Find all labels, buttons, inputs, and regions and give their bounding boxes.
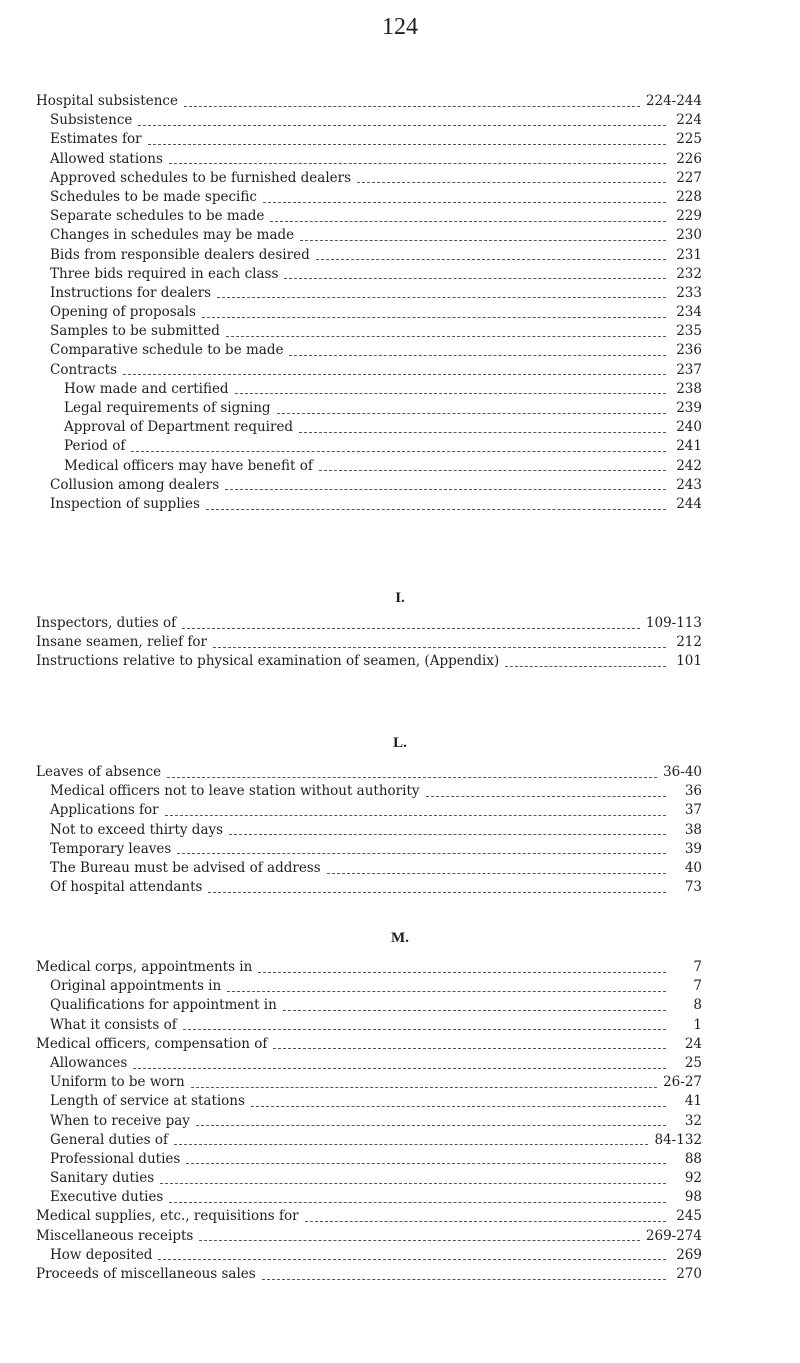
index-entry xyxy=(36,1246,702,1265)
leader-dots xyxy=(208,891,666,893)
index-section xyxy=(36,958,702,1284)
entry-label: Opening of proposals xyxy=(50,304,196,321)
entry-page-ref: 226 xyxy=(676,150,702,167)
index-entry xyxy=(36,1207,702,1226)
leader-dots xyxy=(202,316,666,318)
leader-dots xyxy=(229,833,666,835)
leader-dots xyxy=(273,1047,666,1049)
index-section xyxy=(36,614,702,672)
leader-dots xyxy=(277,412,666,414)
leader-dots xyxy=(131,450,666,452)
entry-page-ref: 269 xyxy=(676,1246,702,1263)
entry-page-ref: 269-274 xyxy=(645,1227,702,1244)
entry-label: Samples to be submitted xyxy=(50,323,220,340)
entry-label: Applications for xyxy=(50,802,159,819)
index-entry xyxy=(36,341,702,360)
leader-dots xyxy=(199,1239,640,1241)
leader-dots xyxy=(357,181,666,183)
index-entry xyxy=(36,457,702,476)
entry-page-ref: 41 xyxy=(684,1093,702,1110)
entry-page-ref: 227 xyxy=(676,169,702,186)
index-entry xyxy=(36,633,702,652)
entry-page-ref: 38 xyxy=(684,821,702,838)
section-letter-heading: M. xyxy=(391,930,409,946)
entry-page-ref: 32 xyxy=(684,1112,702,1129)
entry-label: Schedules to be made specific xyxy=(50,188,257,205)
entry-page-ref: 224-244 xyxy=(645,93,702,109)
leader-dots xyxy=(160,1182,666,1184)
leader-dots xyxy=(225,488,666,490)
index-entry xyxy=(36,840,702,859)
entry-page-ref: 236 xyxy=(676,342,702,359)
entry-label: Medical officers may have benefit of xyxy=(64,457,313,474)
entry-page-ref: 73 xyxy=(684,879,702,896)
index-entry xyxy=(36,476,702,495)
entry-label: Medical officers, compensation of xyxy=(36,1035,268,1052)
leader-dots xyxy=(217,296,666,298)
index-entry xyxy=(36,399,702,418)
page-number: 124 xyxy=(382,14,418,40)
entry-label: Allowed stations xyxy=(50,150,163,167)
leader-dots xyxy=(258,971,666,973)
entry-label: What it consists of xyxy=(50,1016,177,1033)
entry-label: Contracts xyxy=(50,361,117,378)
entry-page-ref: 24 xyxy=(684,1035,702,1052)
index-entry xyxy=(36,495,702,514)
entry-label: Temporary leaves xyxy=(50,840,172,857)
leader-dots xyxy=(270,220,666,222)
entry-label: Medical officers not to leave station without authority xyxy=(50,783,420,800)
entry-label: Legal requirements of signing xyxy=(64,400,271,416)
leader-dots xyxy=(262,1278,666,1280)
entry-label: Miscellaneous receipts xyxy=(36,1227,194,1244)
entry-page-ref: 238 xyxy=(676,380,702,397)
index-entry xyxy=(36,303,702,322)
entry-label: Subsistence xyxy=(50,112,133,129)
index-entry xyxy=(36,821,702,840)
leader-dots xyxy=(183,1028,666,1030)
leader-dots xyxy=(505,665,666,667)
entry-page-ref: 7 xyxy=(693,978,702,995)
index-entry xyxy=(36,614,702,633)
index-entry xyxy=(36,150,702,169)
entry-page-ref: 241 xyxy=(676,438,702,455)
leader-dots xyxy=(186,1162,666,1164)
entry-label: Separate schedules to be made xyxy=(50,208,265,225)
leader-dots xyxy=(235,392,666,394)
entry-page-ref: 37 xyxy=(684,802,702,819)
index-entry xyxy=(36,1054,702,1073)
entry-label: Period of xyxy=(64,438,126,455)
entry-page-ref: 101 xyxy=(676,653,702,670)
index-entry xyxy=(36,246,702,265)
entry-page-ref: 225 xyxy=(676,131,702,148)
leader-dots xyxy=(305,1220,666,1222)
index-entry xyxy=(36,782,702,801)
entry-label: How made and certified xyxy=(64,380,229,397)
section-letter-heading: I. xyxy=(395,590,405,606)
index-entry xyxy=(36,437,702,456)
entry-label: Of hospital attendants xyxy=(50,879,203,896)
entry-label: Inspectors, duties of xyxy=(36,615,177,631)
index-entry xyxy=(36,1150,702,1169)
index-entry xyxy=(36,418,702,437)
index-section xyxy=(36,92,702,514)
entry-label: Instructions for dealers xyxy=(50,284,212,301)
entry-label: General duties of xyxy=(50,1131,168,1148)
leader-dots xyxy=(227,990,666,992)
entry-label: Collusion among dealers xyxy=(50,476,220,493)
index-entry xyxy=(36,380,702,399)
index-entry xyxy=(36,1016,702,1035)
leader-dots xyxy=(174,1143,649,1145)
index-entry xyxy=(36,1188,702,1207)
index-entry xyxy=(36,169,702,188)
entry-label: How deposited xyxy=(50,1246,153,1263)
entry-label: Estimates for xyxy=(50,131,142,148)
leader-dots xyxy=(226,335,666,337)
entry-page-ref: 109-113 xyxy=(645,615,702,631)
entry-page-ref: 92 xyxy=(684,1170,702,1187)
entry-label: Leaves of absence xyxy=(36,764,162,780)
index-entry xyxy=(36,322,702,341)
entry-label: Uniform to be worn xyxy=(50,1074,185,1091)
leader-dots xyxy=(319,469,666,471)
entry-page-ref: 234 xyxy=(676,304,702,321)
entry-label: Proceeds of miscellaneous sales xyxy=(36,1266,256,1282)
entry-label: Insane seamen, relief for xyxy=(36,634,207,651)
entry-page-ref: 40 xyxy=(684,859,702,876)
leader-dots xyxy=(283,1009,666,1011)
entry-label: Allowances xyxy=(50,1054,128,1071)
index-entry xyxy=(36,652,702,671)
leader-dots xyxy=(206,508,666,510)
section-letter-heading: L. xyxy=(393,735,407,751)
entry-label: Original appointments in xyxy=(50,978,222,995)
entry-label: Medical corps, appointments in xyxy=(36,959,253,975)
leader-dots xyxy=(184,105,640,107)
entry-page-ref: 88 xyxy=(684,1150,702,1167)
entry-page-ref: 233 xyxy=(676,284,702,301)
leader-dots xyxy=(300,239,666,241)
entry-label: Comparative schedule to be made xyxy=(50,342,284,359)
entry-page-ref: 98 xyxy=(684,1189,702,1206)
entry-page-ref: 228 xyxy=(676,188,702,205)
entry-page-ref: 212 xyxy=(676,634,702,651)
entry-label: Approval of Department required xyxy=(64,419,294,436)
index-entry xyxy=(36,265,702,284)
index-entry xyxy=(36,801,702,820)
entry-page-ref: 270 xyxy=(676,1266,702,1282)
entry-label: Instructions relative to physical examination of seamen, (Appendix) xyxy=(36,653,500,670)
entry-label: Qualifications for appointment in xyxy=(50,997,277,1014)
leader-dots xyxy=(158,1258,666,1260)
entry-page-ref: 244 xyxy=(676,495,702,512)
entry-page-ref: 7 xyxy=(693,959,702,975)
index-entry xyxy=(36,763,702,782)
index-entry xyxy=(36,1073,702,1092)
entry-page-ref: 245 xyxy=(676,1208,702,1225)
entry-label: Inspection of supplies xyxy=(50,495,200,512)
index-entry xyxy=(36,859,702,878)
leader-dots xyxy=(148,143,666,145)
entry-page-ref: 235 xyxy=(676,323,702,340)
index-entry xyxy=(36,92,702,111)
leader-dots xyxy=(251,1105,666,1107)
entry-page-ref: 230 xyxy=(676,227,702,244)
index-entry xyxy=(36,996,702,1015)
entry-label: Approved schedules to be furnished dealers xyxy=(50,169,352,186)
leader-dots xyxy=(299,431,666,433)
index-entry xyxy=(36,878,702,897)
index-entry xyxy=(36,130,702,149)
entry-label: Not to exceed thirty days xyxy=(50,821,224,838)
entry-page-ref: 243 xyxy=(676,476,702,493)
entry-page-ref: 231 xyxy=(676,246,702,263)
leader-dots xyxy=(191,1086,657,1088)
entry-label: Hospital subsistence xyxy=(36,93,178,109)
leader-dots xyxy=(123,373,666,375)
entry-page-ref: 240 xyxy=(676,419,702,436)
entry-label: Medical supplies, etc., requisitions for xyxy=(36,1208,299,1225)
leader-dots xyxy=(165,814,666,816)
index-entry xyxy=(36,226,702,245)
index-entry xyxy=(36,1092,702,1111)
leader-dots xyxy=(316,258,666,260)
index-entry xyxy=(36,111,702,130)
entry-page-ref: 84-132 xyxy=(654,1131,702,1148)
leader-dots xyxy=(289,354,666,356)
index-entry xyxy=(36,188,702,207)
entry-label: Changes in schedules may be made xyxy=(50,227,295,244)
index-section xyxy=(36,763,702,897)
entry-label: Sanitary duties xyxy=(50,1170,155,1187)
index-entry xyxy=(36,1131,702,1150)
entry-label: Bids from responsible dealers desired xyxy=(50,246,310,263)
index-entry xyxy=(36,1112,702,1131)
entry-page-ref: 1 xyxy=(693,1016,702,1033)
entry-label: Executive duties xyxy=(50,1189,164,1206)
leader-dots xyxy=(284,277,666,279)
entry-page-ref: 224 xyxy=(676,112,702,129)
entry-page-ref: 229 xyxy=(676,208,702,225)
index-entry xyxy=(36,207,702,226)
index-entry xyxy=(36,1035,702,1054)
entry-page-ref: 237 xyxy=(676,361,702,378)
entry-label: Professional duties xyxy=(50,1150,181,1167)
leader-dots xyxy=(169,1201,666,1203)
entry-label: Length of service at stations xyxy=(50,1093,245,1110)
index-entry xyxy=(36,977,702,996)
leader-dots xyxy=(327,872,666,874)
entry-page-ref: 242 xyxy=(676,457,702,474)
leader-dots xyxy=(196,1124,666,1126)
index-entry xyxy=(36,1265,702,1284)
entry-page-ref: 239 xyxy=(676,400,702,416)
leader-dots xyxy=(182,627,640,629)
leader-dots xyxy=(213,646,666,648)
entry-page-ref: 26-27 xyxy=(663,1074,702,1091)
index-entry xyxy=(36,958,702,977)
leader-dots xyxy=(426,795,667,797)
index-entry xyxy=(36,1227,702,1246)
entry-page-ref: 36-40 xyxy=(663,764,702,780)
index-entry xyxy=(36,1169,702,1188)
entry-label: When to receive pay xyxy=(50,1112,190,1129)
leader-dots xyxy=(169,162,666,164)
entry-page-ref: 232 xyxy=(676,265,702,282)
leader-dots xyxy=(263,201,666,203)
leader-dots xyxy=(133,1067,666,1069)
index-entry xyxy=(36,361,702,380)
index-entry xyxy=(36,284,702,303)
entry-page-ref: 25 xyxy=(684,1054,702,1071)
leader-dots xyxy=(167,776,657,778)
entry-page-ref: 8 xyxy=(693,997,702,1014)
entry-label: The Bureau must be advised of address xyxy=(50,859,321,876)
entry-label: Three bids required in each class xyxy=(50,265,279,282)
leader-dots xyxy=(138,124,666,126)
entry-page-ref: 39 xyxy=(684,840,702,857)
leader-dots xyxy=(177,852,666,854)
entry-page-ref: 36 xyxy=(684,783,702,800)
